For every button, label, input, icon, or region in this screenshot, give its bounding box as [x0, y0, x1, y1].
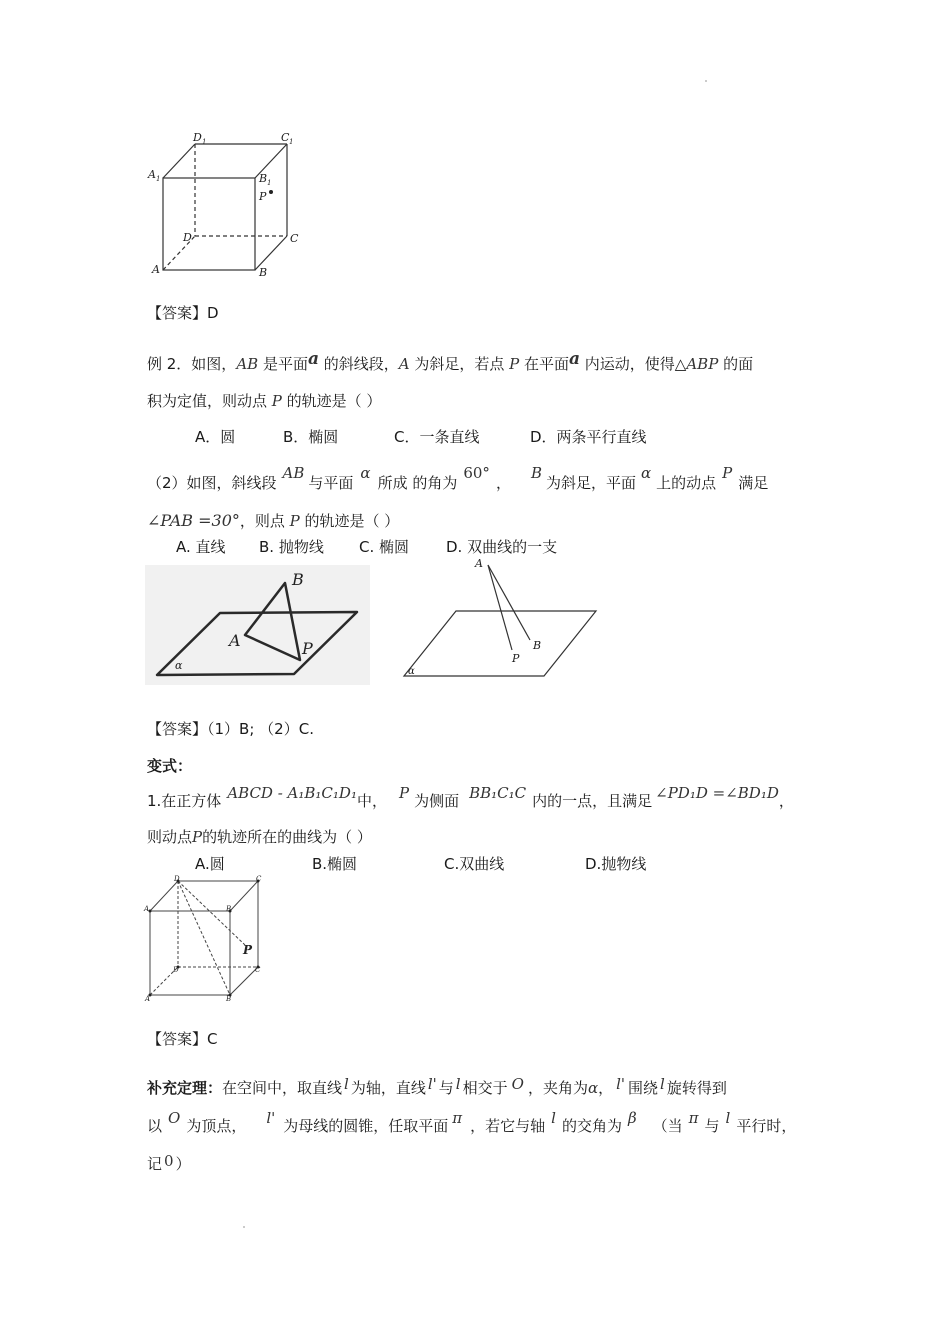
question2-line1: （2）如图，斜线段AB与平面α所成 的角为60°，B为斜足，平面α上的动点P满足	[147, 464, 769, 492]
label-A: A	[229, 631, 241, 650]
zero: 0	[164, 1152, 174, 1170]
var-l-prime: l'	[616, 1075, 626, 1093]
var-B: B	[530, 464, 542, 482]
label-alpha: α	[408, 666, 415, 677]
label-D1-sub: 1	[202, 138, 207, 146]
var-A: A	[398, 355, 410, 373]
answer-2	[147, 718, 314, 739]
cube-figure-2	[140, 875, 275, 1005]
variant-line1: 1.在正方体 ABCD - A₁B₁C₁D₁中， P 为侧面 BB₁C₁C 内的一点，且满足 ∠PD₁D =∠BD₁D，	[147, 784, 794, 810]
question2-line2: ∠PAB =30°，则点 P 的轨迹是（ ）	[147, 511, 400, 530]
plane-triangle-figure	[145, 565, 370, 685]
variant-option-B: B.椭圆	[312, 855, 358, 873]
example2-line2: 积为定值，则动点 P 的轨迹是（ ）	[147, 392, 382, 410]
label-B: B	[533, 639, 542, 652]
variant-title: 变式：	[147, 757, 193, 775]
label-P: P	[243, 943, 253, 957]
label-C1: C	[256, 875, 262, 883]
var-l: l	[455, 1075, 461, 1093]
label-B: B	[226, 995, 232, 1003]
angle-PAB: ∠PAB =30°	[147, 511, 240, 530]
var-l-prime: l'	[427, 1075, 437, 1093]
speck	[243, 1226, 245, 1228]
answer-1	[147, 302, 219, 323]
label-C1: C	[281, 131, 290, 144]
answer-value: （1）B; （2）C.	[207, 720, 314, 738]
label-A: A	[475, 557, 483, 570]
label-alpha: α	[175, 659, 183, 672]
label-B1-sub: 1	[267, 179, 272, 187]
answer-value: C	[207, 1030, 218, 1048]
var-l: l	[725, 1109, 731, 1127]
q2-option-C: C. 椭圆	[359, 538, 410, 556]
label-P: P	[259, 190, 267, 203]
example2-line1: 例 2．如图，AB 是平面a 的斜线段，A 为斜足，若点 P 在平面a 内运动，使得△ABP 的面	[147, 349, 754, 373]
label-A1-sub: 1	[156, 175, 161, 183]
label-A1: A	[144, 905, 150, 913]
label-D: D	[173, 966, 179, 974]
var-l: l	[344, 1075, 349, 1093]
angle-condition: ∠PD₁D =∠BD₁D	[655, 784, 779, 802]
var-AB: AB	[236, 355, 259, 373]
label-C1-sub: 1	[289, 138, 294, 146]
theorem-line1: 补充定理：在空间中，取直线 l 为轴，直线 l' 与 l 相交于 O ，夹角为α， l' 围绕 l 旋转得到	[147, 1075, 727, 1097]
label-C: C	[255, 966, 261, 974]
angle-60: 60°	[463, 464, 490, 482]
var-l: l	[551, 1109, 556, 1127]
label-B1: B	[226, 905, 232, 913]
answer-label: 【答案】	[147, 304, 208, 322]
var-AB: AB	[282, 464, 305, 482]
label-A1: A	[148, 168, 156, 181]
label-D1: D	[174, 875, 180, 883]
label-B: B	[259, 266, 268, 279]
face-name: BB₁C₁C	[469, 784, 527, 802]
var-alpha: α	[360, 464, 371, 482]
var-l: l	[660, 1075, 665, 1093]
var-P: P	[509, 355, 520, 373]
label-B: B	[292, 570, 304, 589]
var-l-prime: l'	[266, 1109, 276, 1127]
cube-name: ABCD - A₁B₁C₁D₁	[227, 784, 357, 802]
var-ABP: ABP	[686, 355, 719, 373]
var-alpha: a	[569, 349, 581, 369]
var-beta: β	[627, 1109, 637, 1127]
speck	[705, 80, 707, 82]
option-D: D．两条平行直线	[530, 428, 647, 446]
variant-option-D: D.抛物线	[585, 855, 647, 873]
var-P: P	[192, 828, 203, 846]
var-P: P	[722, 464, 733, 482]
q2-option-B: B. 抛物线	[259, 538, 324, 556]
var-P: P	[289, 512, 300, 530]
label-P: P	[512, 652, 520, 665]
var-alpha: a	[307, 349, 319, 369]
q2-option-D: D. 双曲线的一支	[446, 538, 558, 556]
option-A: A．圆	[195, 428, 236, 446]
var-P: P	[398, 784, 410, 802]
theorem-line3: 记 0 ）	[147, 1152, 191, 1173]
answer-3	[147, 1028, 218, 1049]
var-P: P	[271, 392, 282, 410]
label-P: P	[302, 639, 313, 658]
var-O: O	[511, 1075, 524, 1093]
label-B1: B	[259, 172, 268, 185]
answer-label: 【答案】	[147, 1030, 208, 1048]
answer-value: D	[207, 304, 219, 322]
label-A: A	[145, 995, 151, 1003]
option-B: B．椭圆	[283, 428, 339, 446]
cube-figure-1	[145, 130, 320, 280]
oblique-segment-figure	[400, 555, 605, 685]
label-D1: D	[193, 131, 202, 144]
answer-label: 【答案】	[147, 720, 208, 738]
label-A: A	[152, 263, 160, 276]
var-O: O	[168, 1109, 181, 1127]
variant-option-A: A.圆	[195, 855, 225, 873]
var-pi: π	[452, 1109, 463, 1127]
variant-option-C: C.双曲线	[444, 855, 505, 873]
theorem-title: 补充定理：	[147, 1079, 223, 1097]
option-C: C．一条直线	[394, 428, 480, 446]
theorem-line2: 以 O 为顶点， l' 为母线的圆锥，任取平面 π ，若它与轴 l 的交角为 β （当 π 与 l 平行时，	[147, 1109, 797, 1135]
var-pi: π	[688, 1109, 699, 1127]
label-C: C	[290, 232, 299, 245]
q2-option-A: A. 直线	[176, 538, 226, 556]
label-D: D	[183, 231, 192, 244]
var-alpha: α	[641, 464, 652, 482]
variant-line2: 则动点P的轨迹所在的曲线为（ ）	[147, 828, 372, 846]
var-alpha: α	[587, 1079, 599, 1097]
